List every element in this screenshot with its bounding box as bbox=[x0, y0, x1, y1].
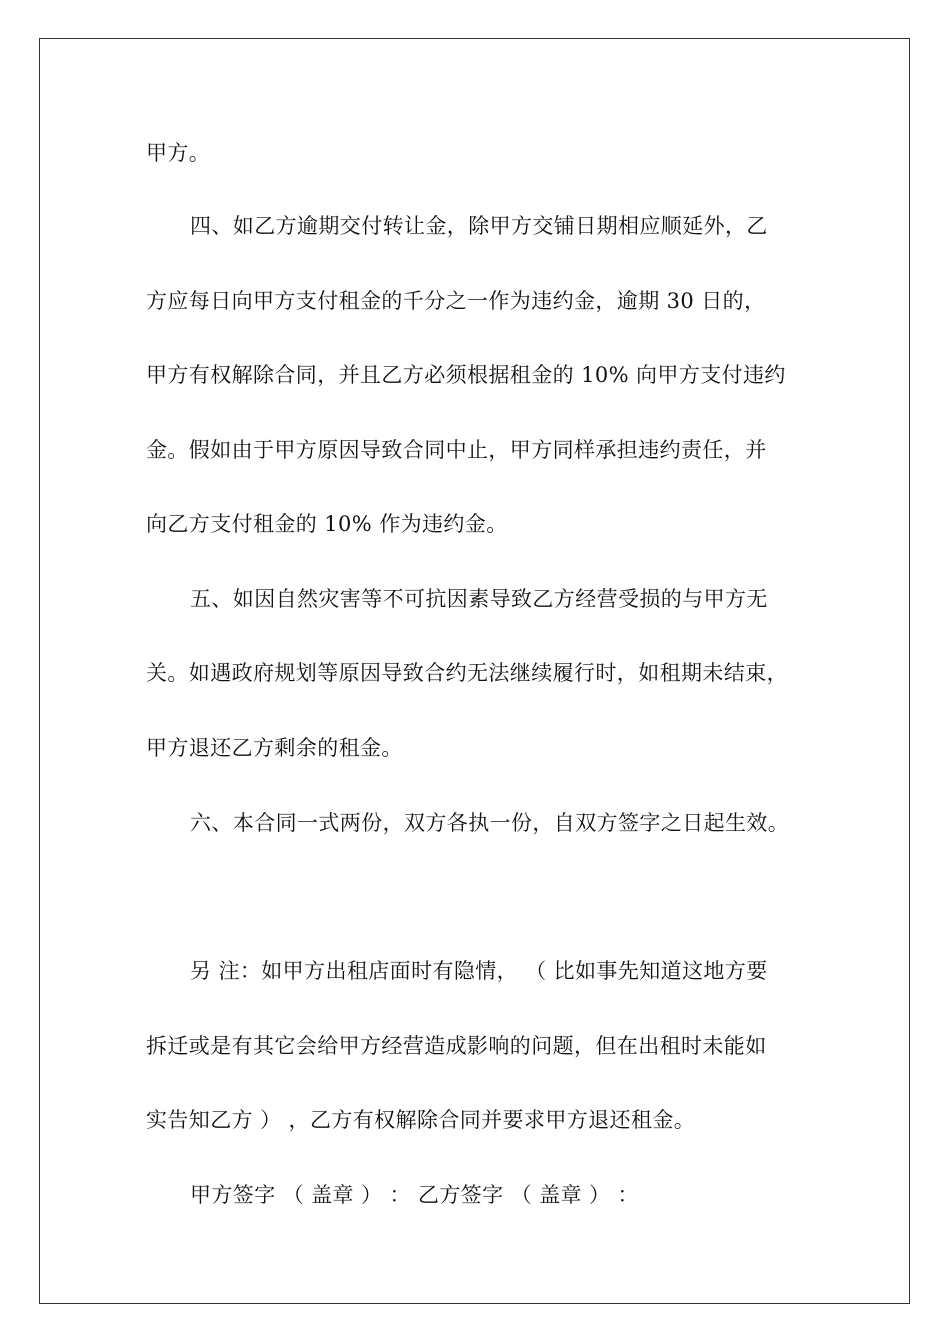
text-line: 另 注：如甲方出租店面时有隐情， （ 比如事先知道这地方要 bbox=[190, 959, 768, 983]
text-line: 甲方。 bbox=[146, 141, 211, 165]
signature-line: 甲方签字 （ 盖章 ） ： 乙方签字 （ 盖章 ） ： bbox=[190, 1183, 639, 1207]
text-line: 方应每日向甲方支付租金的千分之一作为违约金，逾期 30 日的， bbox=[146, 289, 766, 313]
text-line: 向乙方支付租金的 10% 作为违约金。 bbox=[146, 512, 508, 536]
text-line: 关。如遇政府规划等原因导致合约无法继续履行时，如租期未结束， bbox=[146, 661, 788, 685]
text-line: 实告知乙方 ） ，乙方有权解除合同并要求甲方退还租金。 bbox=[146, 1108, 696, 1132]
text-line: 四、如乙方逾期交付转让金，除甲方交铺日期相应顺延外，乙 bbox=[190, 214, 768, 238]
text-line: 甲方退还乙方剩余的租金。 bbox=[146, 736, 403, 760]
text-line: 甲方有权解除合同，并且乙方必须根据租金的 10% 向甲方支付违约 bbox=[146, 363, 786, 387]
text-line: 拆迁或是有其它会给甲方经营造成影响的问题，但在出租时未能如 bbox=[146, 1034, 767, 1058]
text-line: 五、如因自然灾害等不可抗因素导致乙方经营受损的与甲方无 bbox=[190, 587, 768, 611]
text-line: 金。假如由于甲方原因导致合同中止，甲方同样承担违约责任，并 bbox=[146, 438, 767, 462]
text-line: 六、本合同一式两份，双方各执一份，自双方签字之日起生效。 bbox=[190, 811, 790, 835]
